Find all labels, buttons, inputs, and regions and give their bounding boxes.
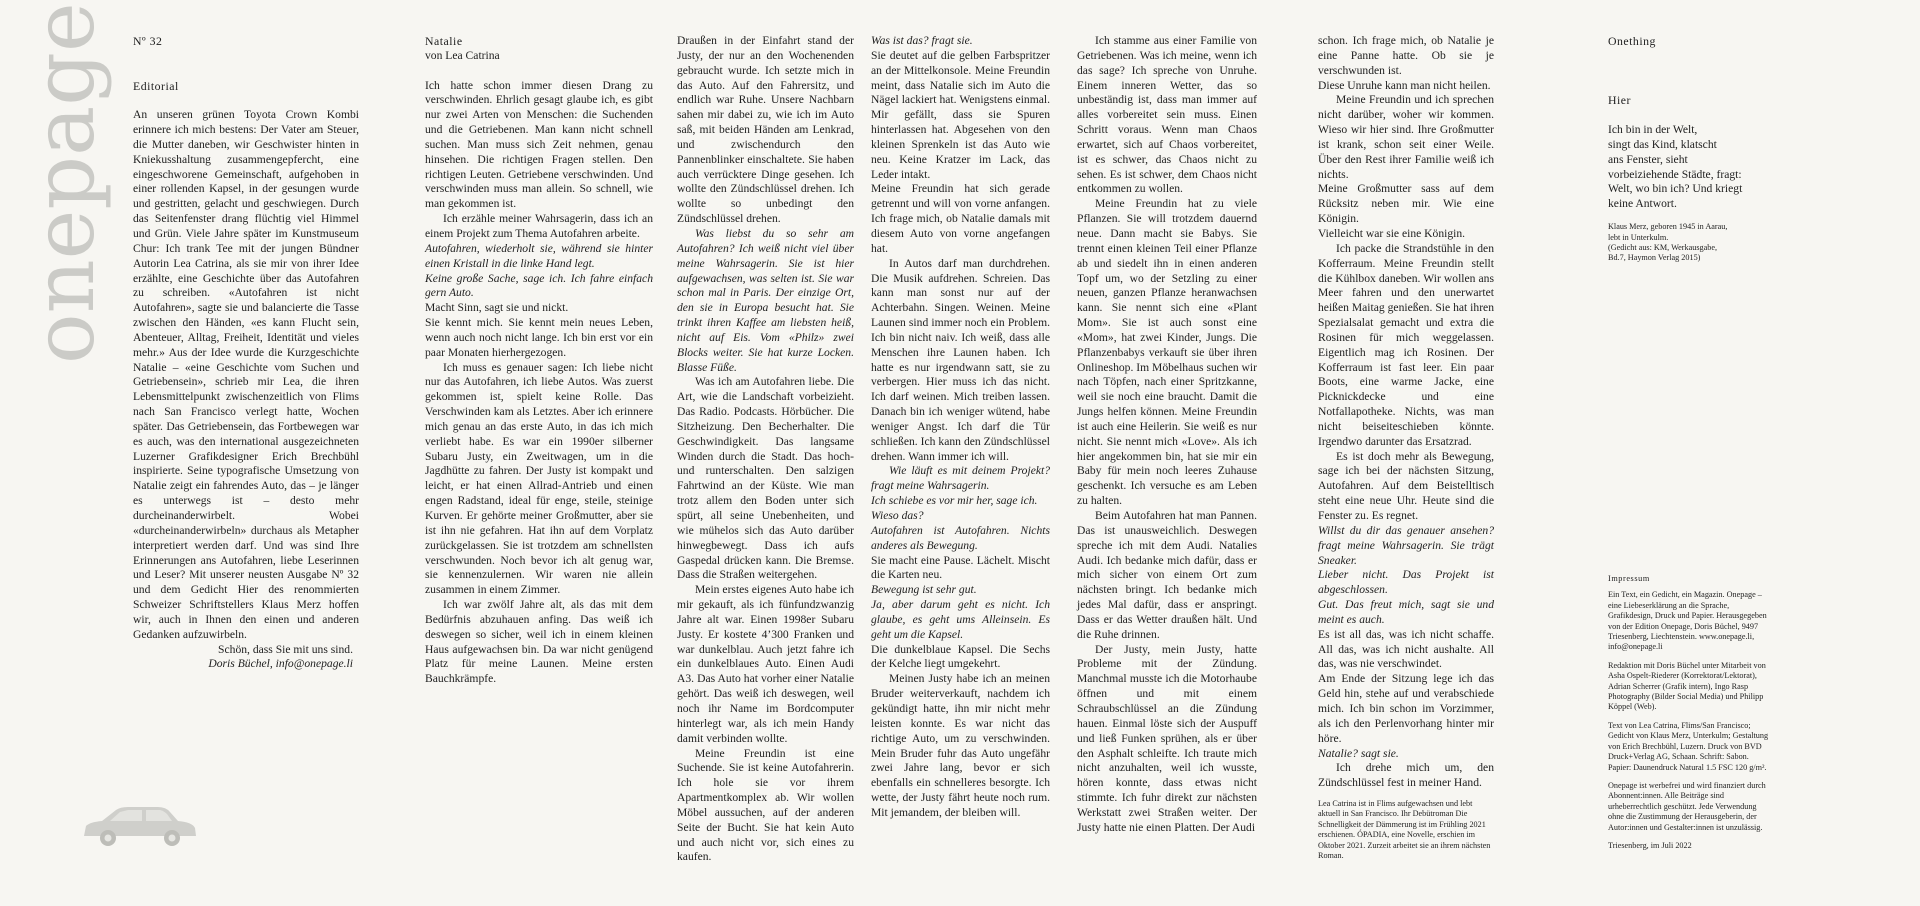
editorial-body: An unseren grünen Toyota Crown Kombi erinnere ich mich bestens: Der Vater am Steuer, die Mutter daneben, wir Geschwister hinten in Kniekusshaltung zusammengepfercht, eine eingeschworene Gemeinschaft, aufgehoben in einer rollenden Kapsel, in der gesungen wurde und gestritten, gelacht und geschwiegen. Durch das Seitenfenster drang flüchtig viel Himmel und Grün. Viele Jahre später im Kunstmuseum Chur: Ich trank Tee mit der jungen Bündner Autorin Lea Catrina, als sie mir von ihrer Idee erzählte, eine Geschichte über das Autofahren zu schreiben. «Autofahren ist nicht Autofahren», sagte sie und balancierte die Tasse zwischen den Händen, «es kann Flucht sein, Abenteuer, Alltag, Freiheit, Identität und vieles mehr.» Aus der Idee wurde die Kurzgeschichte Natalie – «eine Geschichte vom Suchen und Getriebensein», schrieb mir Lea, die ihren Lebensmittelpunkt zwischenzeitlich von Flims nach San Francisco verlegt hatte, Wochen später. Das Getriebensein, das Fortbewegen war es auch, was den international ausgezeichneten Luzerner Grafikdesigner Erich Brechbühl inspirierte. Seine typografische Umsetzung von Natalie zeigt ein fahrendes Auto, das – je länger es unterwegs ist – desto mehr durcheinanderwirbelt. Wobei «durcheinanderwirbeln» durchaus als Metapher interpretiert werden darf. Und was sind Ihre Erinnerungen ans Autofahren, liebe Leserinnen und Leser? Mit unserer neusten Ausgabe Nº 32 und dem Gedicht Hier des renommierten Schweizer Schriftstellers Klaus Merz hoffen wir, auch in Ihnen den einen und anderen Gedanken aufzuwirbeln. (133, 108, 359, 641)
sidebar-column (1608, 34, 1778, 264)
impressum-paragraph: Ein Text, ein Gedicht, ein Magazin. Onepage – eine Liebeserklärung an die Sprache, Grafikdesign, Druck und Papier. Herausgegeben von der Edition Onepage, Doris Büchel, 9497 Triesenberg, Liechtenstein. www.onepage.li, info@onepage.li (1608, 590, 1767, 652)
story-paragraph: Sie macht eine Pause. Lächelt. Mischt die Karten neu. (871, 553, 1050, 582)
story-paragraph: Keine große Sache, sage ich. Ich fahre einfach gern Auto. (425, 271, 653, 300)
impressum-paragraph: Redaktion mit Doris Büchel unter Mitarbeit von Asha Ospelt-Riederer (Korrektorat/Lektorat), Adrian Scherrer (Grafik intern), Ingo Rasp Photography (Bilder Social Media) und Philipp Köppel (Web). (1608, 660, 1766, 712)
story-paragraph: Sie kennt mich. Sie kennt mein neues Leben, wenn auch noch nicht lange. Ich bin erst vor ein paar Monaten hierhergezogen. (425, 316, 653, 359)
story-paragraph: Ja, aber darum geht es nicht. Ich glaube, es geht ums Alleinsein. Es geht um die Kapsel. (871, 598, 1050, 641)
poem-line: keine Antwort. (1608, 197, 1677, 211)
story-paragraph: Beim Autofahren hat man Pannen. Das ist unausweichlich. Deswegen spreche ich mit dem Audi. Natalies Audi. Ich bedanke mich dafür, dass er mich sicher von einem Ort zum nächsten bringt. Ich bedanke mich jedes Mal dafür, dass er anspringt. Dass er das Wetter draußen hält. Und die Ruhe drinnen. (1077, 509, 1257, 641)
poet-info: lebt in Unterkulm. (1608, 232, 1669, 242)
story-paragraph: Die dunkelblaue Kapsel. Die Sechs der Kelche liegt umgekehrt. (871, 642, 1050, 671)
story-paragraph: Ich hatte schon immer diesen Drang zu verschwinden. Ehrlich gesagt glaube ich, es gibt nur zwei Arten von Menschen: die Suchenden und die Getriebenen. Man kann nicht schnell suchen. Man muss sich Zeit nehmen, genau hinsehen. Die richtigen Fragen stellen. Den richtigen Leuten. Getriebene verschwinden. Und verschwinden muss man allein. So schnell, wie man gekommen ist. (425, 78, 653, 211)
story-paragraph: Diese Unruhe kann man nicht heilen. (1318, 78, 1491, 92)
story-paragraph: Wieso das? (871, 509, 924, 522)
story-paragraph: Der Justy, mein Justy, hatte Probleme mit der Zündung. Manchmal musste ich die Motorhaube öffnen und mit einem Schraubschlüssel an die Zündung hauen. Einmal löste sich der Auspuff und ließ Funken sprühen, als er über den Asphalt schleifte. Ich traute mich nicht anzuhalten, weil ich wusste, hören konnte, dass etwas nicht stimmte. Ich fuhr direkt zur nächsten Werkstatt zwei Straßen weiter. Der Justy hatte nie einen Platten. Der Audi (1077, 642, 1257, 834)
impressum-paragraph: Text von Lea Catrina, Flims/San Francisco; Gedicht von Klaus Merz, Unterkulm; Gestaltung von Erich Brechbühl, Luzern. Druck von BVD Druck+Verlag AG, Schaan. Schrift: Sabon. Papier: Daunendruck Natural 1.5 FSC 120 g/m². (1608, 720, 1769, 772)
car-illustration (80, 800, 200, 850)
impressum (1608, 574, 1773, 851)
story-paragraph: Willst du dir das genauer ansehen? fragt meine Wahrsagerin. Sie trägt Sneaker. (1318, 523, 1494, 567)
poem-title: Hier (1608, 93, 1631, 108)
story-paragraph: Ich erzähle meiner Wahrsagerin, dass ich an einem Projekt zum Thema Autofahren arbeite. (425, 212, 653, 240)
story-paragraph: Meine Freundin hat zu viele Pflanzen. Sie will trotzdem dauernd neue. Dann macht sie Babys. Sie trennt einen kleinen Teil einer Pflanze ab und siedelt ihn in einen anderen Topf um, wo der Setzling zu einer neuen, ganzen Pflanze heranwachsen kann. Sie nennt sich eine «Plant Mom». Sie ist auch sonst eine «Mom», hat zwei Kinder, Jungs. Die Pflanzenbabys verkauft sie über ihren Onlineshop. Im Möbelhaus suchen wir nach Töpfen, nach einer Spritzkanne, weil sie noch eine braucht. Damit die Jungs helfen können. Meine Freundin ist auch eine Heilerin. Sie weiß es nur nicht. Sie nennt mich «Love». Als ich hier angekommen bin, hat sie mir ein Baby für mein noch leeres Zuhause geschenkt. Ich versuche es am Leben zu halten. (1077, 197, 1257, 508)
story-paragraph: Meine Freundin ist eine Suchende. Sie ist keine Autofahrerin. Ich hole sie vor ihrem Apartmentkomplex ab. Wir wollen Möbel aussuchen, auf der anderen Seite der Bucht. Sie hat kein Auto und auch nicht vor, sich eines zu kaufen. (677, 746, 854, 864)
story-paragraph: schon. Ich frage mich, ob Natalie je eine Panne hatte. Ob sie je verschwunden ist. (1318, 34, 1494, 77)
story-paragraph: Gut. Das freut mich, sagt sie und meint es auch. (1318, 598, 1494, 626)
story-paragraph: Natalie? sagt sie. (1318, 746, 1399, 760)
poet-info: Klaus Merz, geboren 1945 in Aarau, (1608, 222, 1728, 232)
story-paragraph: Am Ende der Sitzung lege ich das Geld hin, stehe auf und verabschiede mich. Ich bin schon im Vorzimmer, als ich den Perlenvorhang hinter mir höre. (1318, 672, 1494, 745)
story-column-4 (1077, 34, 1257, 836)
story-paragraph: Macht Sinn, sagt sie und nickt. (425, 301, 569, 315)
story-author: von Lea Catrina (425, 48, 500, 62)
editorial-column (133, 34, 359, 672)
poem-line: ans Fenster, sieht (1608, 152, 1688, 166)
story-paragraph: Vielleicht war sie eine Königin. (1318, 226, 1466, 240)
story-paragraph: Autofahren ist Autofahren. Nichts anderes als Bewegung. (871, 523, 1050, 552)
story-paragraph: Ich war zwölf Jahre alt, als das mit dem Bedürfnis abzuhauen anfing. Das weiß ich deswegen so sicher, weil ich in einem kleinen Haus aufgewachsen bin. Da war nicht genügend Platz für meine Launen. Meine ersten Bauchkrämpfe. (425, 598, 653, 686)
story-column-2 (677, 34, 854, 865)
story-paragraph: Wie läuft es mit deinem Projekt? fragt meine Wahrsagerin. (871, 464, 1050, 493)
story-paragraph: Draußen in der Einfahrt stand der Justy, der nur an den Wochenenden gebraucht wurde. Ich setzte mich in das Auto. Auf den Fahrersitz, und endlich war Ruhe. Unsere Nachbarn sahen mir dabei zu, wie ich im Auto saß, mit beiden Händen am Lenkrad, und zwischendurch den Pannenblinker einschaltete. Sie haben auch verrücktere Dinge gesehen. Ich wollte den Zündschlüssel drehen. Ich wollte so unbedingt den Zündschlüssel drehen. (677, 34, 854, 226)
poet-info: Bd.7, Haymon Verlag 2015) (1608, 253, 1701, 263)
story-paragraph: Ich packe die Strandstühle in den Kofferraum. Meine Freundin stellt die Kühlbox daneben. Wir wollen ans Meer fahren und den unerwartet heißen Maitag genießen. Sie hat ihren Spezialsalat gemacht und extra die Rosinen für mich weggelassen. Eigentlich mag ich Rosinen. Der Kofferraum ist fast leer. Ein paar Boots, eine warme Jacke, eine Picknickdecke und eine Notfallapotheke. Nichts, was man nicht beiseiteschieben könnte. Irgendwo darunter das Ersatzrad. (1318, 241, 1494, 448)
impressum-date: Triesenberg, im Juli 2022 (1608, 840, 1692, 850)
editorial-heading: Editorial (133, 78, 179, 93)
story-paragraph: Es ist all das, was ich nicht schaffe. All das, was ich nicht aushalte. All das, was nie verschwindet. (1318, 627, 1494, 671)
story-paragraph: Meine Großmutter sass auf dem Rücksitz neben mir. Wie eine Königin. (1318, 182, 1494, 226)
story-paragraph: Was ich am Autofahren liebe. Die Art, wie die Landschaft vorbeizieht. Das Radio. Podcasts. Hörbücher. Die Sitzheizung. Den Becherhalter. Die Geschwindigkeit. Das langsame Winden durch die Stadt. Das hoch- und runterschalten. Den salzigen Fahrtwind an der Küste. Wie man trotz allem den Boden unter sich spürt, all seine Unebenheiten, und wie mühelos sich das Auto darüber hinwegbewegt. Dass ich aufs Gaspedal drücken kann. Die Bremse. Dass die Straßen weitergehen. (677, 375, 854, 582)
editorial-signature: Doris Büchel, info@onepage.li (208, 657, 353, 671)
onething-label: Onething (1608, 34, 1656, 48)
story-paragraph: Bewegung ist sehr gut. (871, 583, 977, 597)
story-paragraph: Ich stamme aus einer Familie von Getriebenen. Was ich meine, wenn ich das sage? Ich spreche von Unruhe. Einem inneren Wetter, das so unbeständig ist, dass man immer auf alles vorbereitet sein muss. Einen Schritt voraus. Wenn man Chaos erwartet, sich auf Chaos vorbereitet, ist es schwer, das Chaos nicht zu sehen. Es ist schwer, dem Chaos nicht entkommen zu wollen. (1077, 34, 1257, 196)
author-bio: Lea Catrina ist in Flims aufgewachsen und lebt aktuell in San Francisco. Ihr Debütroman Die Schnelligkeit der Dämmerung ist im Frühling 2021 erschienen. ÓPADIA, eine Novelle, erschien im Oktober 2021. Zurzeit arbeitet sie an ihrem nächsten Roman. (1318, 799, 1491, 861)
poem-line: vorbeiziehende Städte, fragt: (1608, 167, 1742, 181)
impressum-paragraph: Onepage ist werbefrei und wird finanziert durch Abonnent:innen. Alle Beiträge sind urheberrechtlich geschützt. Jede Verwendung ohne die Zustimmung der Herausgeberin, der Autor:innen und Gestalter:innen ist unzulässig. (1608, 780, 1766, 832)
story-paragraph: Ich drehe mich um, den Zündschlüssel fest in meiner Hand. (1318, 761, 1494, 790)
poem-line: Ich bin in der Welt, (1608, 123, 1698, 137)
story-paragraph: Autofahren, wiederholt sie, während sie hinter einen Kristall in die linke Hand legt. (425, 241, 653, 270)
story-paragraph: Es ist doch mehr als Bewegung, sage ich bei der nächsten Sitzung, Autofahren. Auf dem Beistelltisch steht eine neue Uhr. Heute sind die Fenster zu. Es regnet. (1318, 449, 1494, 522)
editorial-closing: Schön, dass Sie mit uns sind. (218, 642, 353, 656)
impressum-title: Impressum (1608, 574, 1650, 583)
story-title: Natalie (425, 34, 463, 48)
story-paragraph: Meine Freundin und ich sprechen nicht darüber, woher wir kommen. Wieso wir hier sind. Ihre Großmutter ist krank, schon seit einer Weile. Über den Rest ihrer Familie weiß ich nichts. (1318, 93, 1494, 181)
story-paragraph: Ich schiebe es vor mir her, sage ich. (871, 494, 1038, 508)
brand-logo (15, 2, 113, 364)
brand-wordmark: onepage (15, 2, 113, 364)
story-paragraph: Meinen Justy habe ich an meinen Bruder weiterverkauft, nachdem ich gekündigt hatte, ihn mir nicht mehr leisten konnte. Es war nicht das richtige Auto, um zu verschwinden. Mein Bruder fuhr das Auto ungefähr zwei Jahre lang, bevor er sich ebenfalls ein schnelleres besorgte. Ich wette, der Justy fährt heute noch rum. Mit jemandem, der bleiben will. (871, 672, 1050, 819)
issue-number: Nº 32 (133, 34, 163, 48)
story-paragraph: Meine Freundin hat sich gerade getrennt und will von vorne anfangen. Ich frage mich, ob Natalie damals mit diesem Auto von vorne angefangen hat. (871, 182, 1050, 255)
story-paragraph: Was ist das? fragt sie. (871, 34, 973, 47)
story-paragraph: Sie deutet auf die gelben Farbspritzer an der Mittelkonsole. Meine Freundin meint, dass Natalie sich im Auto die Nägel lackiert hat. Wenigstens einmal. Mir gefällt, dass sie Spuren hinterlassen hat. Abgesehen von den kleinen Sprenkeln ist das Auto wie neu. Keine Kratzer im Lack, das Leder intakt. (871, 48, 1050, 181)
story-paragraph: In Autos darf man durchdrehen. Die Musik aufdrehen. Schreien. Das kann man sonst nur auf der Achterbahn. Singen. Weinen. Meine Launen sind immer noch ein Problem. Ich bin nicht naiv. Ich weiß, dass alle Menschen ihre Launen haben. Ich hatte es nur irgendwann satt, sie zu verbergen. Hier muss ich das nicht. Ich darf weinen. Mich treiben lassen. Danach bin ich weniger wütend, habe weniger Angst. Ich darf die Tür schließen. Ich kann den Zündschlüssel drehen. Wann immer ich will. (871, 256, 1050, 463)
poet-info: (Gedicht aus: KM, Werkausgabe, (1608, 242, 1718, 252)
story-paragraph: Was liebst du so sehr am Autofahren? Ich weiß nicht viel über meine Wahrsagerin. Sie ist hier aufgewachsen, was selten ist. Sie war schon mal in Paris. Der einzige Ort, den sie in Europa besucht hat. Sie trinkt ihren Kaffee am liebsten heiß, nicht auf Eis. Vom «Philz» zwei Blocks weiter. Sie hat kurze Locken. Blasse Füße. (677, 226, 854, 374)
story-paragraph: Lieber nicht. Das Projekt ist abgeschlossen. (1318, 568, 1494, 597)
poem-line: singt das Kind, klatscht (1608, 137, 1717, 151)
story-column-3 (871, 34, 1050, 821)
story-column-1 (425, 34, 653, 687)
story-paragraph: Mein erstes eigenes Auto habe ich mir gekauft, als ich fünfundzwanzig Jahre alt war. Einen 1998er Subaru Justy. Er kostete 4’300 Franken und war dunkelblau. Auch jetzt fahre ich ein dunkelblaues Auto. Einen Audi A3. Das Auto hat vorher einer Natalie gehört. Das weiß ich deswegen, weil noch ihr Name im Bordcomputer hinterlegt war, als ich mein Handy damit verbinden wollte. (677, 583, 854, 745)
poem-line: Welt, wo bin ich? Und kriegt (1608, 182, 1743, 196)
story-column-5 (1318, 34, 1494, 861)
story-paragraph: Ich muss es genauer sagen: Ich liebe nicht nur das Autofahren, ich liebe Autos. Was zuerst gekommen ist, spielt keine Rolle. Das Verschwinden kam als Letztes. Aber ich erinnere mich genau an das erste Auto, in das ich mich verliebt habe. Es war ein 1990er silberner Subaru Justy, ein Zweitwagen, um in die Jagdhütte zu fahren. Der Justy ist kompakt und leicht, er hat einen Allrad-Antrieb und einen engen Radstand, ideal für enge, steile, steinige Kurven. Er gehörte meiner Großmutter, aber sie ist ihn nie gefahren. Hat ihn auf dem Vorplatz zurückgelassen. Sie ist trotzdem am schnellsten verschwunden. Noch bevor ich alt genug war, sie kennenzulernen. Wir waren nie allein zusammen in einem Zimmer. (425, 360, 653, 597)
